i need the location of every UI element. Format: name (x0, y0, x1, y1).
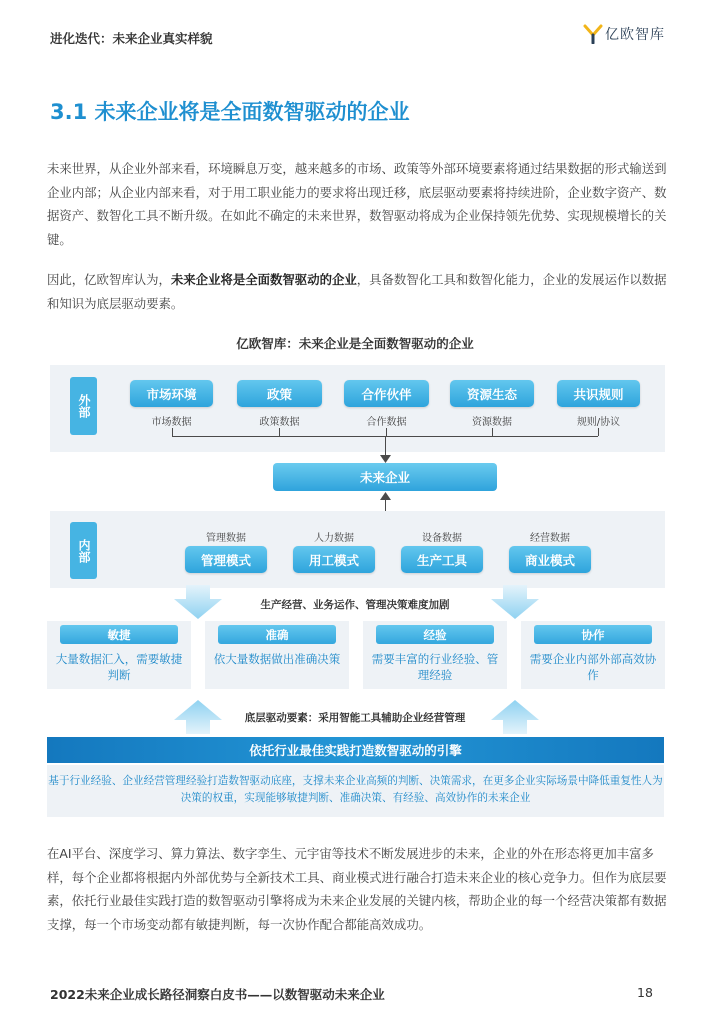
internal-tag: 内部 (70, 522, 97, 579)
feature-card-experience (363, 621, 507, 689)
external-panel (50, 365, 665, 452)
yiou-logo-icon (583, 24, 603, 44)
paragraph-3: 在AI平台、深度学习、算力算法、数字孪生、元宇宙等技术不断发展进步的未来，企业的外在形态将更加丰富多样，每个企业都将根据内外部优势与全新技术工具、商业模式进行融合打造未来企业的核心竞争力。但作为底层要素，依托行业最佳实践打造的数智驱动引擎将成为未来企业发展的关键内核，帮助企业的每一个经营决策都有数据支撑，每一个市场变动都有敏捷判断，每一次协作配合都能高效成功。 (47, 846, 667, 932)
footer-title: 2022未来企业成长路径洞察白皮书——以数智驱动未来企业 (50, 987, 385, 1002)
feature-title: 敏捷 (60, 625, 178, 644)
feature-title: 协作 (534, 625, 652, 644)
internal-item-employment: 用工模式 (293, 546, 375, 573)
page-number: 18 (637, 985, 653, 1000)
external-data-rules: 规则/协议 (576, 417, 621, 428)
external-item-rules: 共识规则 (557, 380, 640, 407)
internal-item-management: 管理模式 (185, 546, 267, 573)
base-driver-text: 底层驱动要素：采用智能工具辅助企业经营管理 (244, 712, 466, 724)
diagram-title: 亿欧智库：未来企业是全面数智驱动的企业 (236, 336, 474, 351)
header-title: 进化迭代：未来企业真实样貌 (50, 31, 213, 46)
section-title: 3.1 未来企业将是全面数智驱动的企业 (50, 100, 410, 124)
connector-external-v4 (492, 428, 493, 436)
external-tag: 外部 (70, 377, 97, 435)
feature-desc: 大量数据汇入，需要敏捷判断 (55, 652, 183, 682)
external-item-policy: 政策 (237, 380, 322, 407)
external-item-market: 市场环境 (130, 380, 213, 407)
feature-title: 准确 (218, 625, 336, 644)
external-data-resource: 资源数据 (472, 417, 512, 428)
logo-text: 亿欧智库 (605, 27, 665, 43)
connector-external-v3 (386, 428, 387, 436)
external-item-resource: 资源生态 (450, 380, 534, 407)
center-future-enterprise: 未来企业 (273, 463, 497, 491)
connector-external-v2 (279, 428, 280, 436)
connector-external-v1 (172, 428, 173, 436)
feature-desc: 需要丰富的行业经验、管理经验 (371, 652, 499, 682)
external-data-partner: 合作数据 (366, 417, 407, 428)
external-item-partner: 合作伙伴 (344, 380, 429, 407)
internal-data-hr: 人力数据 (314, 533, 354, 544)
paragraph-2-emphasis: 未来企业将是全面数智驱动的企业 (170, 272, 357, 287)
internal-data-operation: 经营数据 (530, 533, 570, 544)
feature-desc: 依大量数据做出准确决策 (213, 652, 341, 666)
connector-external-v5 (598, 428, 599, 436)
internal-item-business-model: 商业模式 (509, 546, 591, 573)
feature-card-accurate (205, 621, 349, 689)
paragraph-2-lead: 因此，亿欧智库认为， (47, 272, 171, 287)
paragraph-2-tail: ，具备数智化工具和数智化能力，企业的发展运作以数据和知识为底层驱动要素。 (47, 272, 667, 311)
engine-description: 基于行业经验、企业经营管理经验打造数智驱动底座，支撑未来企业高频的判断、决策需求，在更多企业实际场景中降低重复性人为决策的权重，实现能够敏捷判断、准确决策、有经验、高效协作的未来企业 (47, 765, 664, 817)
feature-title: 经验 (376, 625, 494, 644)
feature-desc: 需要企业内部外部高效协作 (529, 652, 657, 682)
paragraph-1: 未来世界，从企业外部来看，环境瞬息万变，越来越多的市场、政策等外部环境要素将通过结果数据的形式输送到企业内部；从企业内部来看，对于用工职业能力的要求将出现迁移，底层驱动要素将持续进阶，企业数字资产、数据资产、数智化工具不断升级。在如此不确定的未来世界，数智驱动将成为企业保持领先优势、实现规模增长的关键。 (47, 161, 667, 247)
difficulty-text: 生产经营、业务运作、管理决策难度加剧 (260, 599, 450, 611)
engine-title: 依托行业最佳实践打造数智驱动的引擎 (47, 737, 664, 763)
arrow-down-icon (380, 455, 391, 463)
external-data-policy: 政策数据 (259, 417, 300, 428)
feature-card-agile (47, 621, 191, 689)
feature-card-collaboration (521, 621, 665, 689)
internal-data-management: 管理数据 (206, 533, 246, 544)
logo (583, 24, 665, 44)
internal-data-equipment: 设备数据 (422, 533, 462, 544)
paragraph-2 (47, 268, 667, 315)
external-data-market: 市场数据 (151, 417, 192, 428)
internal-item-tools: 生产工具 (401, 546, 483, 573)
